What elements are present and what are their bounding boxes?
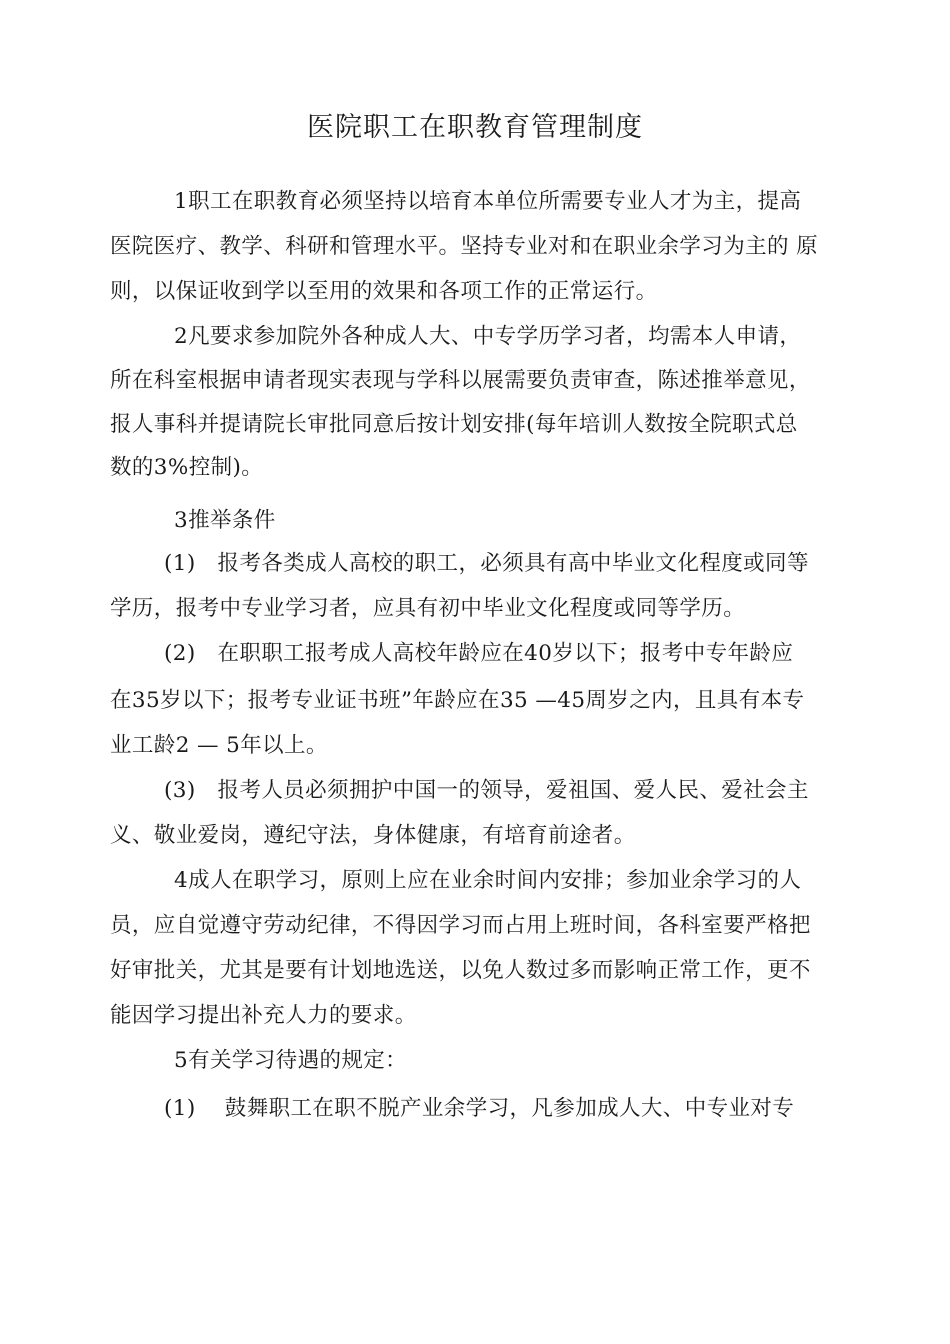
list-item-line: (1) 报考各类成人高校的职工，必须具有高中毕业文化程度或同等 — [164, 551, 809, 576]
list-item-line: 义、敬业爱岗，遵纪守法，身体健康，有培育前途者。 — [110, 823, 636, 848]
paragraph-line: 所在科室根据申请者现实表现与学科以展需要负责审查，陈述推举意见， — [110, 368, 811, 393]
document-title: 医院职工在职教育管理制度 — [307, 112, 643, 143]
list-item-line: (1) 鼓舞职工在职不脱产业余学习，凡参加成人大、中专业对专 — [164, 1096, 795, 1121]
paragraph-line: 4成人在职学习，原则上应在业余时间内安排；参加业余学习的人 — [174, 868, 802, 893]
paragraph-line: 1职工在职教育必须坚持以培育本单位所需要专业人才为主，提高 — [174, 189, 802, 214]
paragraph-line: 2凡要求参加院外各种成人大、中专学历学习者，均需本人申请， — [174, 324, 802, 349]
section-heading: 5有关学习待遇的规定： — [174, 1048, 408, 1073]
paragraph-line: 报人事科并提请院长审批同意后按计划安排(每年培训人数按全院职式总 — [110, 412, 798, 437]
section-heading: 3推举条件 — [174, 508, 276, 533]
list-item-line: (2) 在职职工报考成人高校年龄应在40岁以下；报考中专年龄应 — [164, 641, 794, 666]
paragraph-line: 医院医疗、教学、科研和管理水平。坚持专业对和在职业余学习为主的 原 — [110, 234, 819, 259]
list-item-line: 在35岁以下；报考专业证书班”年龄应在35 —45周岁之内，且具有本专 — [110, 688, 805, 713]
paragraph-line: 数的3%控制)。 — [110, 455, 264, 480]
paragraph-line: 好审批关，尤其是要有计划地选送，以免人数过多而影响正常工作，更不 — [110, 958, 811, 983]
list-item-line: 学历，报考中专业学习者，应具有初中毕业文化程度或同等学历。 — [110, 596, 746, 621]
list-item-line: (3) 报考人员必须拥护中国一的领导，爱祖国、爱人民、爱社会主 — [164, 778, 809, 803]
paragraph-line: 员，应自觉遵守劳动纪律，不得因学习而占用上班时间，各科室要严格把 — [110, 913, 811, 938]
paragraph-line: 则，以保证收到学以至用的效果和各项工作的正常运行。 — [110, 279, 658, 304]
list-item-line: 业工龄2 — 5年以上。 — [110, 733, 328, 758]
paragraph-line: 能因学习提出补充人力的要求。 — [110, 1003, 417, 1028]
